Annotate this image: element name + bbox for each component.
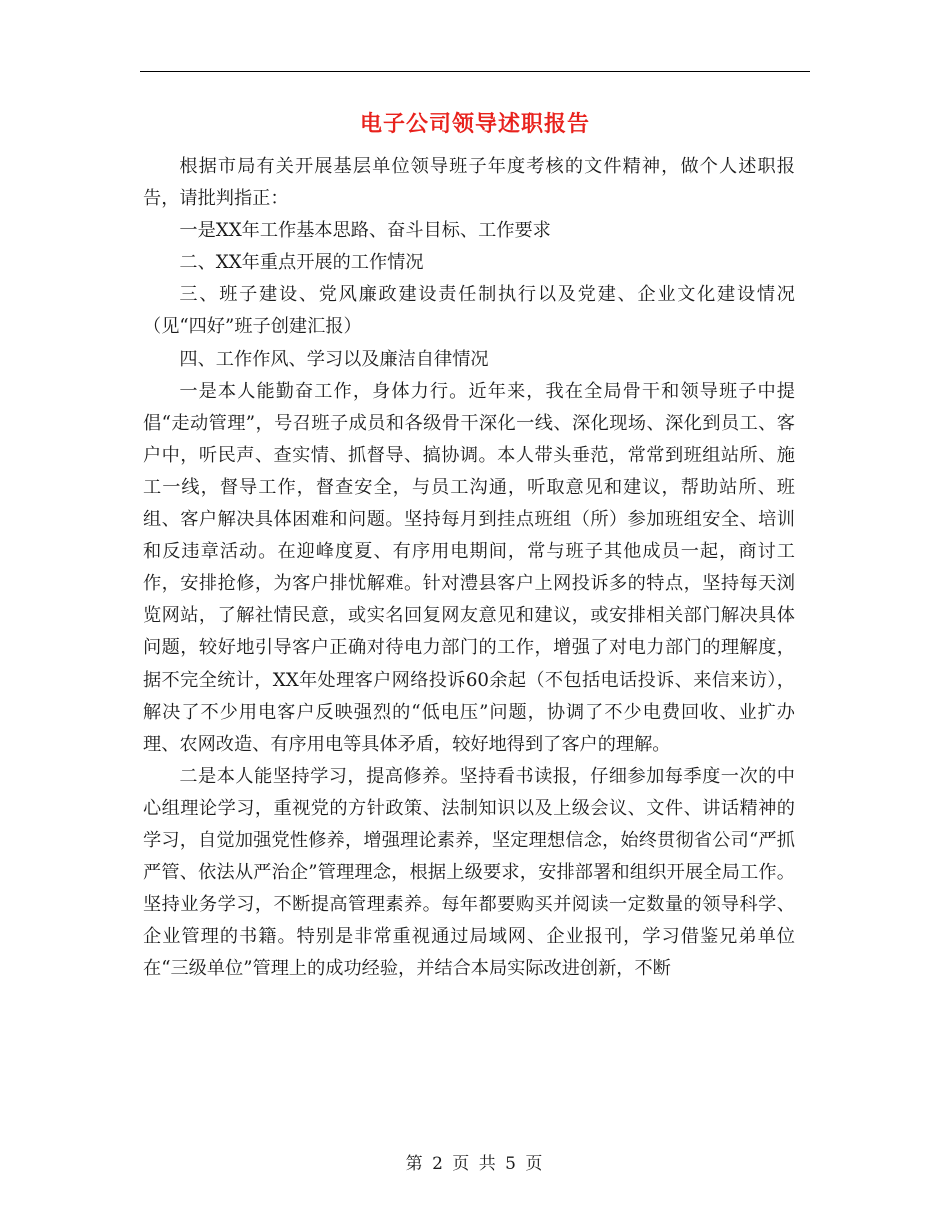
paragraph-work-diligence: 一是本人能勤奋工作，身体力行。近年来，我在全局骨干和领导班子中提倡“走动管理”，号召班子成员和各级骨干深化一线、深化现场、深化到员工、客户中，听民声、查实情、抓督导、搞协调。本人带头垂范，常常到班组站所、施工一线，督导工作，督查安全，与员工沟通，听取意见和建议，帮助站所、班组、客户解决具体困难和问题。坚持每月到挂点班组（所）参加班组安全、培训和反违章活动。在迎峰度夏、有序用电期间，常与班子其他成员一起，商讨工作，安排抢修，为客户排忧解难。针对澧县客户上网投诉多的特点，坚持每天浏览网站，了解社情民意，或实名回复网友意见和建议，或安排相关部门解决具体问题，较好地引导客户正确对待电力部门的工作，增强了对电力部门的理解度，据不完全统计，XX年处理客户网络投诉60余起（不包括电话投诉、来信来访），解决了不少用电客户反映强烈的“低电压”问题，协调了不少电费回收、业扩办理、农网改造、有序用电等具体矛盾，较好地得到了客户的理解。 bbox=[143, 380, 795, 755]
document-title: 电子公司领导述职报告 bbox=[359, 111, 590, 137]
paragraph-item-3: 三、班子建设、党风廉政建设责任制执行以及党建、企业文化建设情况（见“四好”班子创建汇报） bbox=[143, 284, 795, 338]
paragraph-study: 二是本人能坚持学习，提高修养。坚持看书读报，仔细参加每季度一次的中心组理论学习，重视党的方针政策、法制知识以及上级会议、文件、讲话精神的学习，自觉加强党性修养，增强理论素养，坚定理想信念，始终贯彻省公司“严抓严管、依法从严治企”管理理念，根据上级要求，安排部署和组织开展全局工作。坚持业务学习，不断提高管理素养。每年都要购买并阅读一定数量的领导科学、企业管理的书籍。特别是非常重视通过局域网、企业报刊，学习借鉴兄弟单位在“三级单位”管理上的成功经验，并结合本局实际改进创新，不断 bbox=[143, 765, 795, 980]
page-footer: 第 2 页 共 5 页 bbox=[405, 1154, 545, 1174]
paragraph-item-1: 一是XX年工作基本思路、奋斗目标、工作要求 bbox=[179, 220, 551, 242]
header-rule bbox=[140, 71, 810, 72]
paragraph-intro: 根据市局有关开展基层单位领导班子年度考核的文件精神，做个人述职报告，请批判指正： bbox=[143, 156, 795, 210]
document-body bbox=[143, 151, 795, 985]
paragraph-item-4: 四、工作作风、学习以及廉洁自律情况 bbox=[179, 348, 489, 370]
paragraph-item-2: 二、XX年重点开展的工作情况 bbox=[179, 252, 424, 274]
